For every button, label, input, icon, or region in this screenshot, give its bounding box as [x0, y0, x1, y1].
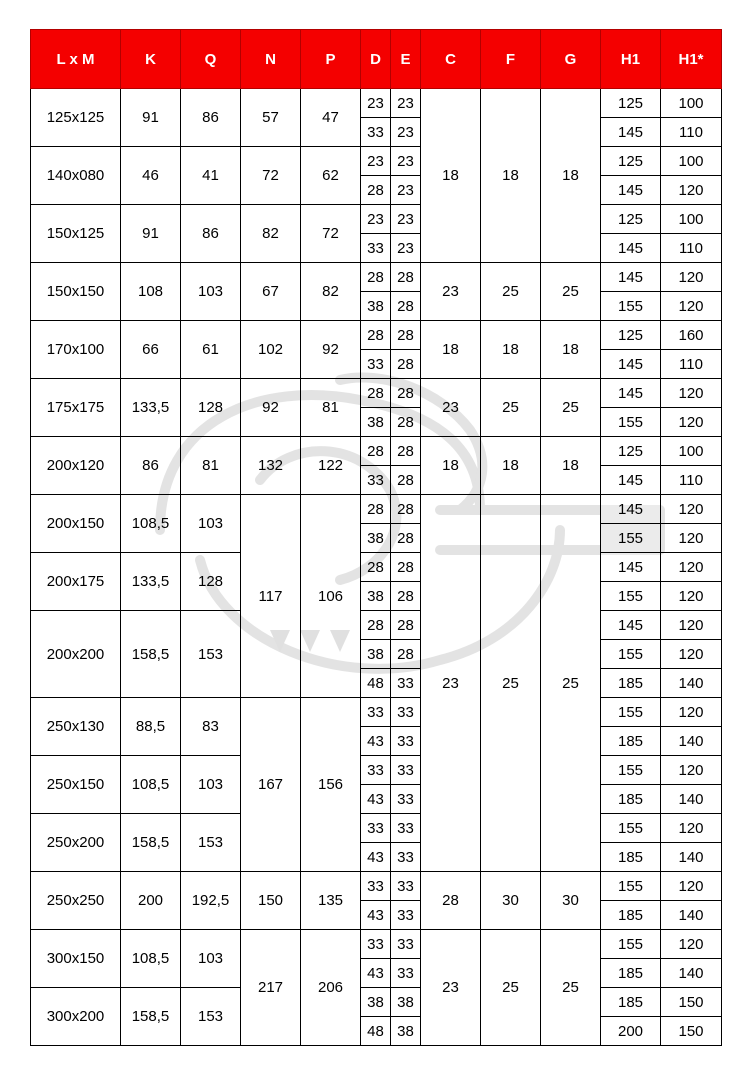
cell-c: 18: [421, 437, 481, 495]
cell-e: 28: [391, 553, 421, 582]
cell-h1-star: 140: [661, 901, 722, 930]
cell-h1-star: 140: [661, 843, 722, 872]
cell-q: 192,5: [181, 872, 241, 930]
cell-c: 18: [421, 89, 481, 263]
cell-q: 83: [181, 698, 241, 756]
cell-e: 23: [391, 176, 421, 205]
cell-h1-star: 120: [661, 292, 722, 321]
cell-h1-star: 150: [661, 1017, 722, 1046]
table-row: [31, 321, 722, 350]
cell-lxm: 200x150: [31, 495, 121, 553]
cell-h1: 145: [601, 234, 661, 263]
cell-g: 25: [541, 263, 601, 321]
table-row: [31, 205, 722, 234]
header-row: [31, 30, 722, 89]
table-row: [31, 379, 722, 408]
cell-q: 41: [181, 147, 241, 205]
cell-e: 23: [391, 89, 421, 118]
cell-q: 81: [181, 437, 241, 495]
cell-lxm: 200x120: [31, 437, 121, 495]
cell-f: 25: [481, 930, 541, 1046]
cell-e: 33: [391, 872, 421, 901]
cell-p: 106: [301, 495, 361, 698]
cell-d: 38: [361, 582, 391, 611]
cell-d: 33: [361, 756, 391, 785]
cell-d: 33: [361, 872, 391, 901]
cell-e: 33: [391, 698, 421, 727]
cell-h1: 200: [601, 1017, 661, 1046]
cell-h1: 155: [601, 640, 661, 669]
cell-q: 103: [181, 756, 241, 814]
cell-f: 18: [481, 89, 541, 263]
cell-c: 23: [421, 930, 481, 1046]
cell-h1-star: 100: [661, 205, 722, 234]
cell-h1-star: 140: [661, 785, 722, 814]
cell-h1-star: 110: [661, 466, 722, 495]
cell-lxm: 300x200: [31, 988, 121, 1046]
cell-h1: 145: [601, 118, 661, 147]
cell-d: 33: [361, 930, 391, 959]
cell-c: 18: [421, 321, 481, 379]
cell-f: 18: [481, 437, 541, 495]
cell-g: 18: [541, 321, 601, 379]
cell-d: 33: [361, 814, 391, 843]
cell-n: 150: [241, 872, 301, 930]
cell-p: 62: [301, 147, 361, 205]
table-row: [31, 930, 722, 959]
cell-lxm: 200x175: [31, 553, 121, 611]
cell-h1: 155: [601, 292, 661, 321]
cell-lxm: 170x100: [31, 321, 121, 379]
cell-d: 28: [361, 437, 391, 466]
cell-d: 38: [361, 408, 391, 437]
cell-d: 23: [361, 89, 391, 118]
cell-h1-star: 110: [661, 350, 722, 379]
cell-k: 200: [121, 872, 181, 930]
cell-k: 108,5: [121, 756, 181, 814]
cell-h1-star: 140: [661, 727, 722, 756]
cell-k: 133,5: [121, 379, 181, 437]
cell-p: 135: [301, 872, 361, 930]
cell-h1: 155: [601, 930, 661, 959]
cell-h1: 125: [601, 321, 661, 350]
cell-lxm: 150x150: [31, 263, 121, 321]
cell-h1-star: 100: [661, 89, 722, 118]
cell-h1-star: 120: [661, 553, 722, 582]
cell-d: 48: [361, 1017, 391, 1046]
cell-e: 28: [391, 263, 421, 292]
cell-h1: 185: [601, 901, 661, 930]
cell-f: 25: [481, 263, 541, 321]
cell-lxm: 140x080: [31, 147, 121, 205]
cell-h1: 145: [601, 466, 661, 495]
cell-k: 91: [121, 89, 181, 147]
cell-g: 25: [541, 495, 601, 872]
cell-lxm: 250x150: [31, 756, 121, 814]
cell-h1-star: 110: [661, 118, 722, 147]
cell-d: 28: [361, 495, 391, 524]
cell-lxm: 175x175: [31, 379, 121, 437]
cell-d: 28: [361, 379, 391, 408]
cell-h1: 155: [601, 524, 661, 553]
cell-d: 33: [361, 118, 391, 147]
header-f: F: [481, 30, 541, 89]
cell-n: 217: [241, 930, 301, 1046]
cell-d: 28: [361, 611, 391, 640]
cell-n: 167: [241, 698, 301, 872]
cell-e: 28: [391, 524, 421, 553]
cell-d: 28: [361, 263, 391, 292]
cell-h1: 185: [601, 669, 661, 698]
cell-p: 72: [301, 205, 361, 263]
table-row: [31, 147, 722, 176]
cell-lxm: 250x200: [31, 814, 121, 872]
cell-h1: 155: [601, 814, 661, 843]
cell-k: 108: [121, 263, 181, 321]
header-q: Q: [181, 30, 241, 89]
table-row: [31, 872, 722, 901]
header-k: K: [121, 30, 181, 89]
cell-p: 156: [301, 698, 361, 872]
table-row: [31, 988, 722, 1017]
cell-p: 92: [301, 321, 361, 379]
cell-h1: 155: [601, 756, 661, 785]
header-g: G: [541, 30, 601, 89]
cell-h1: 155: [601, 698, 661, 727]
cell-e: 33: [391, 843, 421, 872]
cell-d: 38: [361, 988, 391, 1017]
cell-q: 153: [181, 611, 241, 698]
cell-n: 72: [241, 147, 301, 205]
cell-h1-star: 120: [661, 756, 722, 785]
cell-h1-star: 140: [661, 959, 722, 988]
cell-h1: 185: [601, 727, 661, 756]
cell-q: 153: [181, 988, 241, 1046]
table-row: [31, 495, 722, 524]
cell-e: 38: [391, 988, 421, 1017]
cell-k: 158,5: [121, 611, 181, 698]
table-row: [31, 756, 722, 785]
cell-c: 23: [421, 495, 481, 872]
cell-k: 46: [121, 147, 181, 205]
cell-q: 128: [181, 553, 241, 611]
cell-h1: 145: [601, 263, 661, 292]
cell-k: 88,5: [121, 698, 181, 756]
table-row: [31, 263, 722, 292]
cell-h1-star: 140: [661, 669, 722, 698]
cell-h1-star: 120: [661, 524, 722, 553]
cell-h1-star: 120: [661, 872, 722, 901]
cell-h1: 185: [601, 843, 661, 872]
cell-lxm: 125x125: [31, 89, 121, 147]
cell-e: 28: [391, 582, 421, 611]
cell-h1-star: 120: [661, 379, 722, 408]
cell-p: 122: [301, 437, 361, 495]
cell-e: 28: [391, 495, 421, 524]
cell-n: 57: [241, 89, 301, 147]
table-row: [31, 89, 722, 118]
cell-q: 86: [181, 89, 241, 147]
cell-h1: 145: [601, 553, 661, 582]
cell-lxm: 250x250: [31, 872, 121, 930]
cell-h1: 145: [601, 495, 661, 524]
cell-q: 103: [181, 263, 241, 321]
cell-k: 108,5: [121, 495, 181, 553]
cell-h1-star: 120: [661, 408, 722, 437]
cell-e: 23: [391, 234, 421, 263]
cell-lxm: 250x130: [31, 698, 121, 756]
cell-e: 28: [391, 640, 421, 669]
cell-d: 43: [361, 959, 391, 988]
table-row: [31, 814, 722, 843]
cell-n: 102: [241, 321, 301, 379]
cell-n: 117: [241, 495, 301, 698]
dimensions-table: [30, 29, 722, 1046]
cell-d: 23: [361, 147, 391, 176]
cell-n: 67: [241, 263, 301, 321]
cell-e: 28: [391, 292, 421, 321]
cell-d: 43: [361, 901, 391, 930]
cell-k: 86: [121, 437, 181, 495]
cell-h1-star: 120: [661, 930, 722, 959]
cell-d: 28: [361, 176, 391, 205]
cell-f: 30: [481, 872, 541, 930]
cell-h1: 125: [601, 89, 661, 118]
cell-e: 38: [391, 1017, 421, 1046]
cell-h1-star: 100: [661, 437, 722, 466]
cell-e: 33: [391, 785, 421, 814]
cell-d: 38: [361, 524, 391, 553]
cell-d: 48: [361, 669, 391, 698]
cell-e: 28: [391, 466, 421, 495]
cell-k: 108,5: [121, 930, 181, 988]
cell-h1-star: 110: [661, 234, 722, 263]
cell-h1: 145: [601, 379, 661, 408]
cell-h1-star: 100: [661, 147, 722, 176]
cell-p: 47: [301, 89, 361, 147]
cell-e: 33: [391, 901, 421, 930]
cell-h1-star: 120: [661, 814, 722, 843]
cell-g: 25: [541, 930, 601, 1046]
header-lxm: L x M: [31, 30, 121, 89]
table-row: [31, 553, 722, 582]
cell-g: 30: [541, 872, 601, 930]
cell-d: 43: [361, 727, 391, 756]
header-n: N: [241, 30, 301, 89]
cell-k: 158,5: [121, 988, 181, 1046]
cell-k: 91: [121, 205, 181, 263]
cell-q: 61: [181, 321, 241, 379]
cell-h1-star: 120: [661, 611, 722, 640]
cell-e: 33: [391, 959, 421, 988]
cell-h1: 185: [601, 988, 661, 1017]
cell-h1: 185: [601, 959, 661, 988]
cell-h1-star: 160: [661, 321, 722, 350]
cell-e: 28: [391, 437, 421, 466]
cell-q: 103: [181, 930, 241, 988]
cell-e: 33: [391, 756, 421, 785]
cell-lxm: 150x125: [31, 205, 121, 263]
cell-e: 23: [391, 118, 421, 147]
cell-e: 33: [391, 727, 421, 756]
cell-p: 206: [301, 930, 361, 1046]
cell-h1: 185: [601, 785, 661, 814]
cell-h1: 125: [601, 147, 661, 176]
cell-k: 66: [121, 321, 181, 379]
cell-f: 25: [481, 379, 541, 437]
cell-e: 28: [391, 321, 421, 350]
cell-d: 38: [361, 292, 391, 321]
cell-h1-star: 120: [661, 640, 722, 669]
cell-h1: 125: [601, 437, 661, 466]
cell-h1: 155: [601, 582, 661, 611]
cell-h1: 145: [601, 350, 661, 379]
cell-k: 158,5: [121, 814, 181, 872]
header-h1: H1: [601, 30, 661, 89]
cell-d: 33: [361, 698, 391, 727]
cell-q: 153: [181, 814, 241, 872]
table-row: [31, 611, 722, 640]
cell-e: 23: [391, 205, 421, 234]
cell-f: 18: [481, 321, 541, 379]
cell-q: 128: [181, 379, 241, 437]
cell-f: 25: [481, 495, 541, 872]
cell-d: 28: [361, 553, 391, 582]
cell-d: 33: [361, 466, 391, 495]
cell-h1-star: 150: [661, 988, 722, 1017]
cell-h1: 155: [601, 872, 661, 901]
cell-h1: 145: [601, 611, 661, 640]
cell-d: 33: [361, 234, 391, 263]
header-e: E: [391, 30, 421, 89]
cell-e: 33: [391, 930, 421, 959]
header-c: C: [421, 30, 481, 89]
cell-lxm: 200x200: [31, 611, 121, 698]
cell-h1-star: 120: [661, 495, 722, 524]
cell-k: 133,5: [121, 553, 181, 611]
cell-q: 103: [181, 495, 241, 553]
cell-lxm: 300x150: [31, 930, 121, 988]
cell-d: 43: [361, 843, 391, 872]
cell-e: 33: [391, 669, 421, 698]
cell-d: 28: [361, 321, 391, 350]
cell-g: 18: [541, 437, 601, 495]
header-p: P: [301, 30, 361, 89]
cell-h1: 145: [601, 176, 661, 205]
cell-p: 81: [301, 379, 361, 437]
cell-h1-star: 120: [661, 698, 722, 727]
cell-n: 92: [241, 379, 301, 437]
cell-d: 33: [361, 350, 391, 379]
header-d: D: [361, 30, 391, 89]
cell-c: 28: [421, 872, 481, 930]
cell-q: 86: [181, 205, 241, 263]
cell-c: 23: [421, 379, 481, 437]
cell-h1-star: 120: [661, 176, 722, 205]
cell-d: 23: [361, 205, 391, 234]
cell-e: 28: [391, 408, 421, 437]
cell-h1-star: 120: [661, 263, 722, 292]
cell-e: 28: [391, 350, 421, 379]
header-h1-star: H1*: [661, 30, 722, 89]
cell-d: 38: [361, 640, 391, 669]
cell-n: 132: [241, 437, 301, 495]
table-row: [31, 698, 722, 727]
cell-e: 28: [391, 611, 421, 640]
cell-d: 43: [361, 785, 391, 814]
cell-h1: 155: [601, 408, 661, 437]
cell-g: 18: [541, 89, 601, 263]
table-row: [31, 437, 722, 466]
cell-h1: 125: [601, 205, 661, 234]
cell-e: 23: [391, 147, 421, 176]
cell-p: 82: [301, 263, 361, 321]
cell-h1-star: 120: [661, 582, 722, 611]
cell-g: 25: [541, 379, 601, 437]
cell-n: 82: [241, 205, 301, 263]
cell-e: 28: [391, 379, 421, 408]
cell-c: 23: [421, 263, 481, 321]
cell-e: 33: [391, 814, 421, 843]
